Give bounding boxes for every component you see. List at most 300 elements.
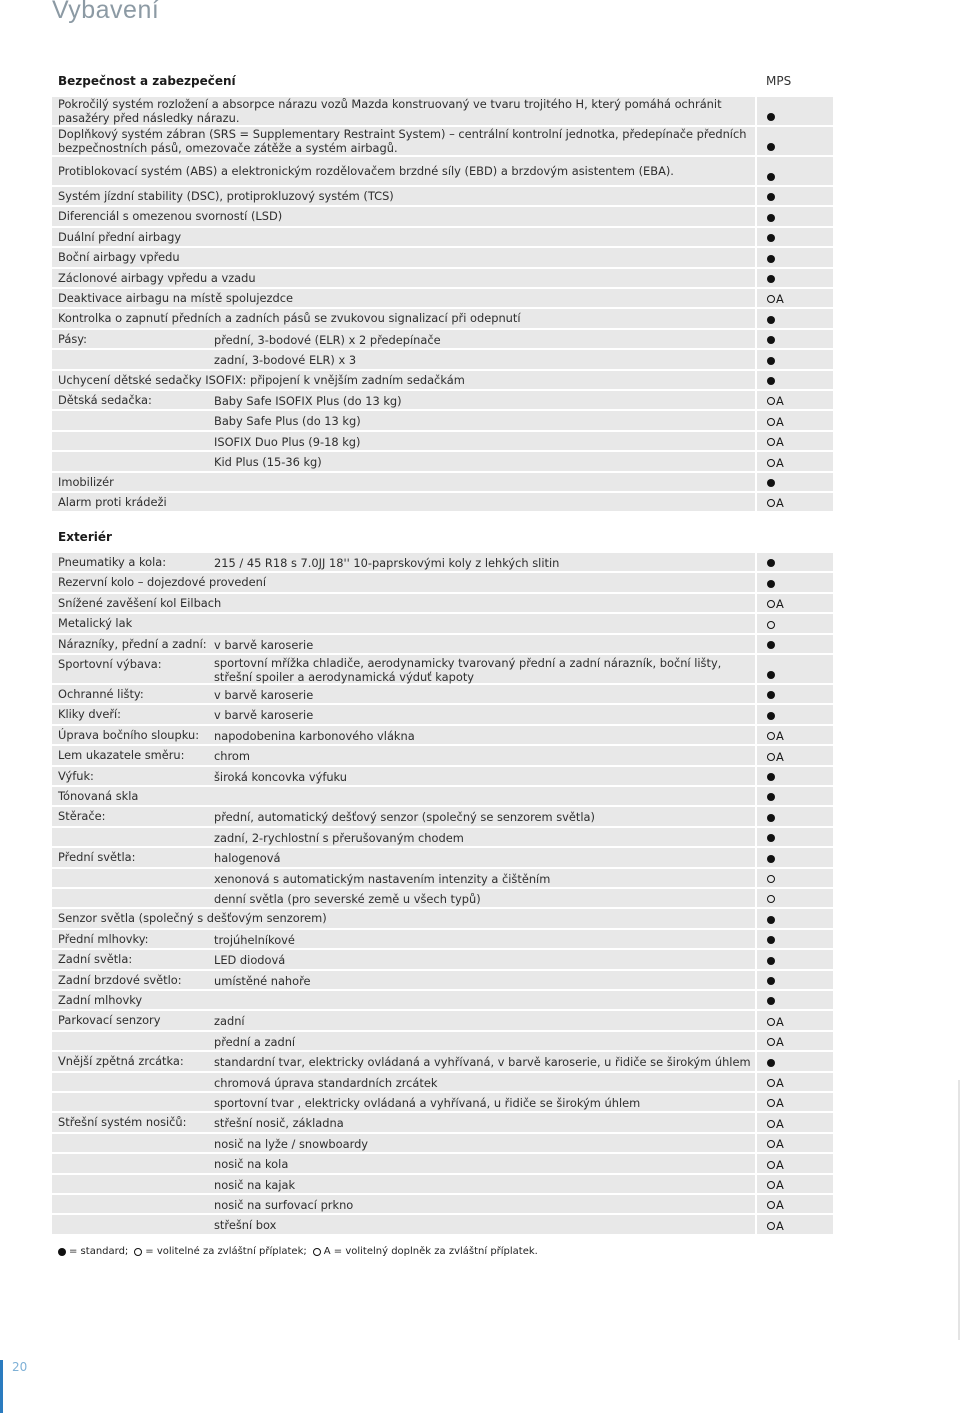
accessory-mark [767,293,784,305]
row-feature [52,889,755,907]
table-row [52,1175,833,1193]
feature-description: přední a zadní [214,1034,296,1049]
accessory-ring-icon [767,732,775,740]
accessory-ring-icon [767,1140,775,1148]
accessory-mark [767,1220,784,1232]
standard-dot-icon [767,234,775,242]
feature-label: Vnější zpětná zrcátka: [58,1054,184,1069]
mps-availability [755,848,833,866]
feature-description: Baby Safe Plus (do 13 kg) [214,414,361,429]
accessory-ring-icon [767,600,775,608]
feature-label [58,1073,214,1075]
table-row [52,828,833,846]
feature-text: Senzor světla (společný s dešťovým senzorem) [58,911,327,926]
table-row [52,1011,833,1029]
table-row [52,157,833,185]
page-edge-bar [0,1360,3,1413]
mps-availability [755,594,833,612]
mps-availability [755,1113,833,1131]
standard-dot-icon [767,193,775,201]
accessory-letter: A [776,1198,784,1213]
feature-description: xenonová s automatickým nastavením intenzity a čištěním [214,871,551,886]
feature-description: zadní, 3-bodové ELR) x 3 [214,353,357,368]
row-feature [52,473,755,491]
accessory-ring-icon [767,1038,775,1046]
row-feature [52,269,755,287]
accessory-ring-icon [767,1222,775,1230]
feature-label: Nárazníky, přední a zadní: [58,636,207,651]
feature-description: v barvě karoserie [214,687,314,702]
feature-description: 215 / 45 R18 s 7.0JJ 18'' 10-paprskovými koly z lehkých slitin [214,555,560,570]
feature-description: zadní [214,1014,245,1029]
mps-availability [755,1032,833,1050]
standard-dot-icon [767,691,775,699]
accessory-mark [767,395,784,407]
page-title: Vybavení [52,0,160,24]
accessory-ring-icon [767,1201,775,1209]
table-row [52,269,833,287]
table-row [52,452,833,470]
option-ring-icon [134,1248,142,1256]
feature-description: halogenová [214,851,281,866]
table-row [52,950,833,968]
mps-availability [755,828,833,846]
table-row [52,655,833,683]
standard-dot-icon [767,773,775,781]
standard-dot-icon [767,173,775,181]
feature-text: Deaktivace airbagu na místě spolujezdce [58,290,293,305]
standard-dot-icon [767,377,775,385]
accessory-ring-icon [767,459,775,467]
mps-availability [755,726,833,744]
row-feature [52,685,755,703]
row-feature [52,1073,755,1091]
accessory-ring-icon [767,397,775,405]
table-row [52,473,833,491]
feature-description: chromová úprava standardních zrcátek [214,1075,438,1090]
feature-label: Dětská sedačka: [58,393,152,407]
mps-availability [755,473,833,491]
table-row [52,635,833,653]
accessory-mark [767,1036,784,1048]
legend-option: = volitelné za zvláštní příplatek; [145,1246,307,1257]
standard-dot-icon [767,559,775,567]
option-ring-icon [767,875,775,883]
standard-dot-icon [767,936,775,944]
table-row [52,1113,833,1131]
table-row [52,127,833,155]
table-row [52,848,833,866]
row-feature [52,1011,755,1029]
accessory-mark [767,1016,784,1028]
feature-description: standardní tvar, elektricky ovládaná a vyhřívaná, v barvě karoserie, u řidiče se širokým úhlem [214,1055,751,1070]
table-row [52,1134,833,1152]
row-feature [52,493,755,511]
accessory-letter: A [776,1116,784,1131]
feature-description: Kid Plus (15-36 kg) [214,455,322,470]
feature-description: přední, 3-bodové (ELR) x 2 předepínače [214,332,441,347]
feature-text: Kontrolka o zapnutí předních a zadních pásů se zvukovou signalizací při odepnutí [58,311,521,326]
mps-availability [755,350,833,368]
row-feature [52,614,755,632]
mps-availability [755,1134,833,1152]
page-number: 20 [12,1360,28,1374]
feature-label: Sportovní výbava: [58,657,162,671]
feature-label: Úprava bočního sloupku: [58,727,200,742]
table-row [52,391,833,409]
feature-description: nosič na kajak [214,1177,296,1192]
feature-label: Pásy: [58,331,88,346]
row-feature [52,1134,755,1152]
table-row [52,1195,833,1213]
standard-dot-icon [767,214,775,222]
table-row [52,248,833,266]
accessory-letter: A [776,1075,784,1090]
mps-availability [755,207,833,225]
feature-text: Uchycení dětské sedačky ISOFIX: připojení k vnějším zadním sedačkám [58,372,465,387]
table-row [52,97,833,125]
mps-availability [755,1011,833,1029]
feature-label: Stěrače: [58,809,106,824]
accessory-ring-icon [767,1120,775,1128]
mps-availability [755,309,833,327]
row-feature [52,432,755,450]
accessory-ring-icon [313,1248,321,1256]
standard-dot-icon [767,357,775,365]
row-feature [52,207,755,225]
row-feature [52,869,755,887]
accessory-mark [767,1138,784,1150]
feature-description: nosič na surfovací prkno [214,1197,354,1212]
mps-availability [755,655,833,683]
feature-description: střešní box [214,1218,277,1233]
row-feature [52,950,755,968]
mps-availability [755,1073,833,1091]
row-feature [52,971,755,989]
mps-availability [755,1093,833,1111]
row-feature [52,930,755,948]
mps-column-header: MPS [766,74,792,88]
legend [58,1246,538,1257]
row-feature [52,635,755,653]
feature-description: LED diodová [214,953,286,968]
feature-label: Střešní systém nosičů: [58,1115,187,1130]
feature-text: Zadní mlhovky [58,992,143,1007]
row-feature [52,553,755,571]
mps-availability [755,269,833,287]
row-feature [52,1195,755,1213]
mps-availability [755,685,833,703]
standard-dot-icon [767,479,775,487]
table-row [52,432,833,450]
feature-text: Tónovaná skla [58,788,139,803]
table-row [52,787,833,805]
accessory-mark [767,416,784,428]
row-feature [52,1175,755,1193]
feature-description: zadní, 2-rychlostní s přerušovaným chodem [214,830,464,845]
row-feature [52,573,755,591]
feature-label: Ochranné lišty: [58,687,144,701]
accessory-letter: A [776,729,784,744]
row-feature [52,1052,755,1070]
feature-label [58,432,214,434]
feature-label: Parkovací senzory [58,1013,161,1028]
mps-availability [755,493,833,511]
accessory-letter: A [776,394,784,409]
feature-label [58,1175,214,1177]
feature-label: Přední světla: [58,850,136,865]
standard-dot-icon [767,641,775,649]
table-row [52,705,833,723]
mps-availability [755,950,833,968]
section-title: Exteriér [58,530,112,544]
feature-label [58,1093,214,1095]
row-feature [52,452,755,470]
mps-availability [755,930,833,948]
row-feature [52,1113,755,1131]
table-row [52,411,833,429]
table-row [52,746,833,764]
table-row [52,971,833,989]
mps-availability [755,635,833,653]
row-feature [52,594,755,612]
mps-availability [755,187,833,205]
mps-availability [755,971,833,989]
row-feature [52,705,755,723]
table-row [52,1154,833,1172]
table-row [52,553,833,571]
feature-label [58,828,214,830]
table-row [52,309,833,327]
table-row [52,909,833,927]
feature-text: Rezervní kolo – dojezdové provedení [58,575,266,590]
accessory-letter: A [776,1035,784,1050]
row-feature [52,746,755,764]
accessory-mark [767,1077,784,1089]
row-feature [52,157,755,185]
mps-availability [755,289,833,307]
accessory-letter: A [776,1096,784,1111]
table-row [52,767,833,785]
accessory-mark [767,1097,784,1109]
accessory-letter: A [776,1177,784,1192]
row-feature [52,127,755,155]
feature-label [58,452,214,454]
accessory-ring-icon [767,418,775,426]
standard-dot-icon [767,957,775,965]
feature-text: Snížené zavěšení kol Eilbach [58,595,222,610]
mps-availability [755,869,833,887]
feature-label: Pneumatiky a kola: [58,555,167,569]
standard-dot-icon [767,977,775,985]
table-row [52,889,833,907]
table-row [52,1073,833,1091]
table-row [52,493,833,511]
feature-text: Záclonové airbagy vpředu a vzadu [58,270,256,285]
table-row [52,228,833,246]
mps-availability [755,391,833,409]
row-feature [52,787,755,805]
feature-description: sportovní tvar , elektricky ovládaná a vyhřívaná, u řidiče se širokým úhlem [214,1095,641,1110]
table-row [52,726,833,744]
feature-label: Zadní světla: [58,952,133,967]
feature-text: Alarm proti krádeži [58,494,167,509]
accessory-mark [767,598,784,610]
table-row [52,869,833,887]
feature-text: Boční airbagy vpředu [58,250,180,265]
section-title: Bezpečnost a zabezpečení [58,74,236,88]
feature-text: Diferenciál s omezenou svorností (LSD) [58,209,283,224]
row-feature [52,1215,755,1233]
row-feature [52,371,755,389]
table-row [52,594,833,612]
accessory-letter: A [776,1137,784,1152]
mps-availability [755,991,833,1009]
standard-dot-icon [58,1248,66,1256]
standard-dot-icon [767,336,775,344]
table-row [52,371,833,389]
feature-label: Výfuk: [58,768,94,783]
feature-description: v barvě karoserie [214,637,314,652]
mps-availability [755,767,833,785]
table-row [52,930,833,948]
row-feature [52,350,755,368]
feature-label [58,411,214,413]
mps-availability [755,1154,833,1172]
table-row [52,807,833,825]
table-row [52,1032,833,1050]
feature-label [58,1154,214,1156]
row-feature [52,1093,755,1111]
row-feature [52,187,755,205]
mps-availability [755,97,833,125]
mps-availability [755,248,833,266]
row-feature [52,726,755,744]
accessory-letter: A [776,1157,784,1172]
feature-text: Doplňkový systém zábran (SRS = Supplementary Restraint System) – centrální kontrolní jednotka, předepínače předních bezpečnostních pásů, omezovače zátěže a systém airbagů. [58,126,747,155]
row-feature [52,848,755,866]
feature-label: Lem ukazatele směru: [58,748,185,763]
standard-dot-icon [767,671,775,679]
option-ring-icon [767,895,775,903]
accessory-ring-icon [767,1079,775,1087]
mps-availability [755,371,833,389]
feature-description: střešní nosič, základna [214,1116,344,1131]
table-row [52,1215,833,1233]
accessory-mark [767,497,784,509]
table-row [52,1052,833,1070]
mps-availability [755,330,833,348]
feature-description: přední, automatický dešťový senzor (společný se senzorem světla) [214,810,595,825]
standard-dot-icon [767,255,775,263]
feature-label [58,869,214,871]
row-feature [52,1032,755,1050]
feature-label [58,889,214,891]
feature-description: chrom [214,749,250,764]
row-feature [52,655,755,683]
standard-dot-icon [767,275,775,283]
mps-availability [755,452,833,470]
feature-text: Systém jízdní stability (DSC), protiprokluzový systém (TCS) [58,188,394,203]
standard-dot-icon [767,1059,775,1067]
accessory-letter: A [776,455,784,470]
feature-description: umístěné nahoře [214,973,311,988]
row-feature [52,248,755,266]
row-feature [52,391,755,409]
legend-accessory: A = volitelný doplněk za zvláštní příplatek. [323,1246,538,1257]
row-feature [52,330,755,348]
feature-description: denní světla (pro severské země u všech typů) [214,891,481,906]
accessory-ring-icon [767,1161,775,1169]
row-feature [52,807,755,825]
row-feature [52,828,755,846]
mps-availability [755,807,833,825]
standard-dot-icon [767,793,775,801]
accessory-letter: A [776,1014,784,1029]
accessory-ring-icon [767,1018,775,1026]
accessory-ring-icon [767,438,775,446]
feature-description: sportovní mřížka chladiče, aerodynamicky tvarovaný přední a zadní nárazník, boční lišty, střešní spoiler a aerodynamická výduť kapoty [214,655,722,684]
feature-description: trojúhelníkové [214,932,295,947]
mps-availability [755,1195,833,1213]
row-feature [52,228,755,246]
row-feature [52,309,755,327]
feature-label [58,1032,214,1034]
feature-description: Baby Safe ISOFIX Plus (do 13 kg) [214,393,402,408]
table-row [52,991,833,1009]
mps-availability [755,432,833,450]
row-feature [52,1154,755,1172]
mps-availability [755,1052,833,1070]
feature-description: ISOFIX Duo Plus (9-18 kg) [214,434,361,449]
mps-availability [755,228,833,246]
standard-dot-icon [767,855,775,863]
mps-availability [755,889,833,907]
mps-availability [755,553,833,571]
table-row [52,289,833,307]
accessory-mark [767,436,784,448]
mps-availability [755,127,833,155]
accessory-mark [767,1199,784,1211]
option-ring-icon [767,621,775,629]
mps-availability [755,1215,833,1233]
accessory-letter: A [776,749,784,764]
mps-availability [755,787,833,805]
table-row [52,685,833,703]
legend-standard: = standard; [69,1246,129,1257]
feature-label [58,1215,214,1217]
feature-text: Imobilizér [58,474,114,489]
feature-label [58,1134,214,1136]
accessory-ring-icon [767,1181,775,1189]
feature-label [58,350,214,352]
accessory-letter: A [776,597,784,612]
feature-label: Kliky dveří: [58,707,122,722]
table-row [52,573,833,591]
accessory-letter: A [776,292,784,307]
standard-dot-icon [767,712,775,720]
feature-text: Protiblokovací systém (ABS) a elektronickým rozdělovačem brzdné síly (EBD) a brzdovým asistentem (EBA). [58,163,674,178]
mps-availability [755,573,833,591]
standard-dot-icon [767,834,775,842]
feature-label: Zadní brzdové světlo: [58,972,182,987]
table-row [52,207,833,225]
mps-availability [755,909,833,927]
feature-description: nosič na lyže / snowboardy [214,1136,369,1151]
feature-description: v barvě karoserie [214,708,314,723]
table-row [52,187,833,205]
row-feature [52,767,755,785]
